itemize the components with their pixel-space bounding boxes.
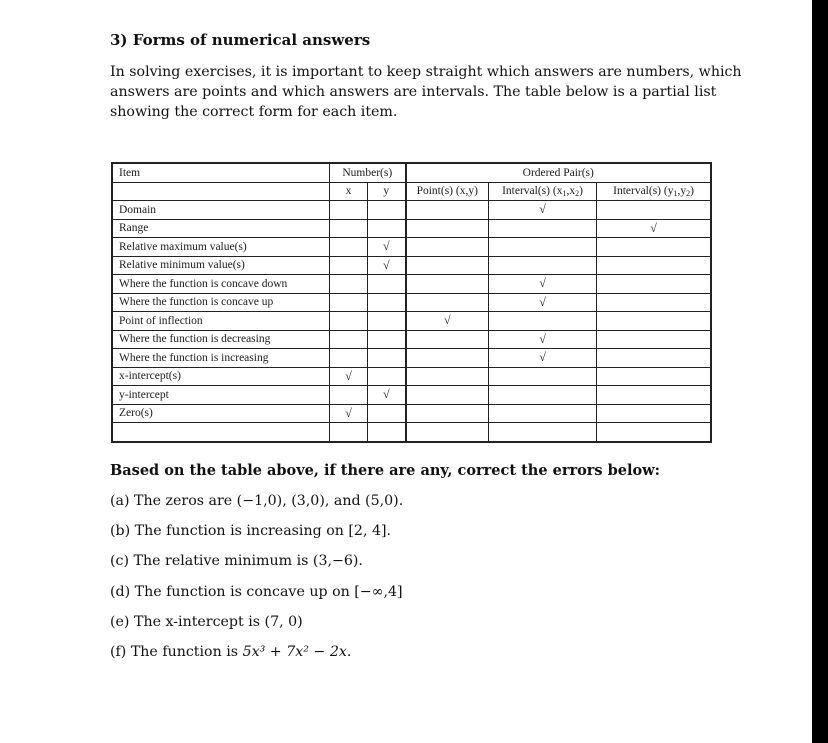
cell-y: √ — [368, 256, 406, 275]
table-row — [113, 330, 711, 349]
table-row — [113, 275, 711, 294]
cell-point — [406, 423, 489, 442]
table-row — [113, 386, 711, 405]
cell-interval-x — [489, 386, 597, 405]
cell-interval-y — [597, 386, 711, 405]
statement-b: (b) The function is increasing on [2, 4]. — [110, 523, 392, 540]
cell-x — [330, 386, 368, 405]
cell-x — [330, 330, 368, 349]
table-header-row — [113, 164, 711, 183]
cell-interval-y — [597, 423, 711, 442]
cell-y — [368, 423, 406, 442]
header-item: Item — [113, 164, 330, 183]
statement-a: (a) The zeros are (−1,0), (3,0), and (5,0). — [110, 493, 404, 509]
cell-x: √ — [330, 404, 368, 423]
statement-d: (d) The function is concave up on [−∞,4] — [110, 583, 403, 600]
cell-y — [368, 293, 406, 312]
cell-x — [330, 312, 368, 331]
cell-y — [368, 404, 406, 423]
cell-interval-y — [597, 275, 711, 294]
cell-interval-x — [489, 238, 597, 257]
header-ordered-pairs: Ordered Pair(s) — [406, 164, 711, 183]
cell-x — [330, 293, 368, 312]
cell-point — [406, 238, 489, 257]
cell-x — [330, 219, 368, 238]
row-label: Zero(s) — [113, 404, 330, 423]
cell-point — [406, 293, 489, 312]
statement-c: (c) The relative minimum is (3,−6). — [110, 553, 363, 570]
cell-interval-y — [597, 330, 711, 349]
statement-f — [110, 644, 403, 674]
subheader-point: Point(s) (x,y) — [406, 182, 489, 201]
table-row — [113, 293, 711, 312]
cell-y — [368, 312, 406, 331]
statement-f-prefix: (f) The function is — [110, 643, 243, 660]
statement-list — [110, 493, 403, 674]
cell-y — [368, 201, 406, 220]
row-label: Where the function is concave up — [113, 293, 330, 312]
subheader-interval-x-text: Interval(s) (x — [502, 184, 563, 197]
subheader-blank — [113, 182, 330, 201]
cell-point — [406, 201, 489, 220]
row-label: y-intercept — [113, 386, 330, 405]
cell-point — [406, 219, 489, 238]
cell-y: √ — [368, 386, 406, 405]
cell-interval-y — [597, 349, 711, 368]
section-heading: 3) Forms of numerical answers — [110, 31, 371, 49]
intro-line: answers are points and which answers are intervals. The table below is a partial list — [110, 84, 717, 100]
cell-point — [406, 349, 489, 368]
table-row — [113, 312, 711, 331]
cell-x — [330, 423, 368, 442]
cell-interval-x: √ — [489, 330, 597, 349]
task-instruction: Based on the table above, if there are any, correct the errors below: — [110, 462, 661, 479]
subheader-interval-y-text: Interval(s) (y — [613, 184, 674, 197]
cell-x — [330, 238, 368, 257]
cell-point: √ — [406, 312, 489, 331]
row-label — [113, 423, 330, 442]
cell-y — [368, 349, 406, 368]
table-row — [113, 238, 711, 257]
row-label: Domain — [113, 201, 330, 220]
intro-paragraph — [110, 62, 742, 122]
row-label: Point of inflection — [113, 312, 330, 331]
table-body — [113, 201, 711, 442]
table-row — [113, 367, 711, 386]
cell-interval-y — [597, 201, 711, 220]
cell-interval-x — [489, 404, 597, 423]
row-label: Where the function is decreasing — [113, 330, 330, 349]
intro-line: showing the correct form for each item. — [110, 104, 398, 120]
cell-interval-x: √ — [489, 201, 597, 220]
cell-interval-y — [597, 367, 711, 386]
cell-interval-y — [597, 293, 711, 312]
cell-x — [330, 349, 368, 368]
cell-interval-y — [597, 238, 711, 257]
cell-x: √ — [330, 367, 368, 386]
cell-point — [406, 275, 489, 294]
table-row — [113, 404, 711, 423]
cell-point — [406, 367, 489, 386]
cell-point — [406, 386, 489, 405]
cell-interval-x — [489, 367, 597, 386]
cell-y — [368, 367, 406, 386]
statement-f-suffix: . — [346, 643, 352, 660]
row-label: x-intercept(s) — [113, 367, 330, 386]
table-row — [113, 201, 711, 220]
table-row — [113, 256, 711, 275]
table-row — [113, 219, 711, 238]
statement-e: (e) The x-intercept is (7, 0) — [110, 613, 303, 630]
cell-x — [330, 201, 368, 220]
cell-interval-x — [489, 312, 597, 331]
cell-y — [368, 330, 406, 349]
cell-interval-y — [597, 312, 711, 331]
subheader-interval-y: Interval(s) $(y_1,y_2)$ — [597, 182, 711, 201]
header-numbers: Number(s) — [330, 164, 406, 183]
row-label: Where the function is increasing — [113, 349, 330, 368]
cell-y — [368, 275, 406, 294]
table-row — [113, 423, 711, 442]
row-label: Range — [113, 219, 330, 238]
table-row — [113, 349, 711, 368]
forms-table — [112, 163, 711, 442]
cell-interval-x: √ — [489, 349, 597, 368]
cell-interval-x — [489, 423, 597, 442]
cell-y: √ — [368, 238, 406, 257]
cell-interval-y: √ — [597, 219, 711, 238]
statement-f-expression: 5x³ + 7x² − 2x — [242, 643, 347, 660]
cell-interval-x — [489, 256, 597, 275]
cell-point — [406, 256, 489, 275]
cell-interval-x — [489, 219, 597, 238]
intro-line: In solving exercises, it is important to keep straight which answers are numbers, which — [110, 64, 742, 80]
subheader-y: y — [368, 182, 406, 201]
cell-point — [406, 330, 489, 349]
subheader-x: x — [330, 182, 368, 201]
cell-interval-y — [597, 404, 711, 423]
cell-x — [330, 256, 368, 275]
row-label: Relative maximum value(s) — [113, 238, 330, 257]
cell-interval-x: √ — [489, 275, 597, 294]
cell-point — [406, 404, 489, 423]
row-label: Relative minimum value(s) — [113, 256, 330, 275]
cell-interval-y — [597, 256, 711, 275]
cell-y — [368, 219, 406, 238]
table-subheader-row — [113, 182, 711, 201]
cell-interval-x: √ — [489, 293, 597, 312]
cell-x — [330, 275, 368, 294]
row-label: Where the function is concave down — [113, 275, 330, 294]
subheader-interval-x: Interval(s) $(x_1,x_2)$ — [489, 182, 597, 201]
